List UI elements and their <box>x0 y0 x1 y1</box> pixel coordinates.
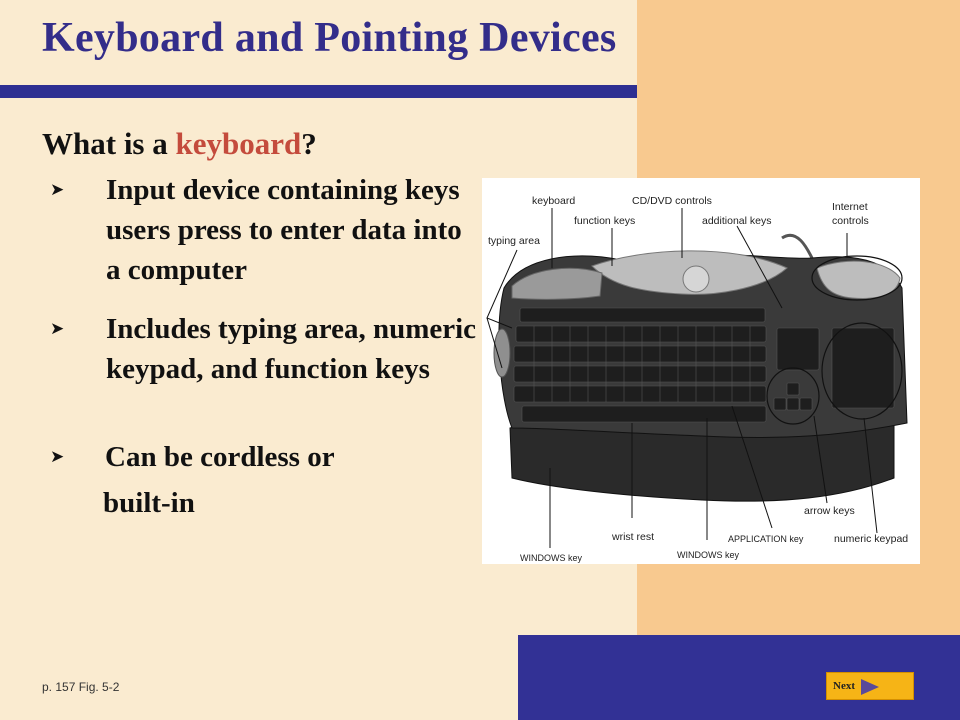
label-typing-area: typing area <box>488 235 540 247</box>
cd-dvd-dial <box>683 266 709 292</box>
title-underline-bar <box>0 85 637 98</box>
label-internet-controls-1: Internet <box>832 201 868 213</box>
label-wrist-rest: wrist rest <box>612 531 654 543</box>
arrow-bullet-icon: ➤ <box>50 180 65 200</box>
label-cd-dvd-controls: CD/DVD controls <box>632 195 712 207</box>
bullet-item <box>50 170 480 290</box>
bullet-text-continuation: built-in <box>103 487 195 519</box>
next-arrow-icon <box>859 676 881 698</box>
question-prefix: What is a <box>42 126 176 161</box>
bullet-item <box>50 437 480 523</box>
pointing-wheel <box>494 329 510 377</box>
bullet-text: Can be cordless or <box>105 441 335 473</box>
bullet-item <box>50 309 480 389</box>
question-heading <box>42 126 317 162</box>
label-application-key: APPLICATION key <box>728 534 804 544</box>
label-arrow-keys: arrow keys <box>804 505 855 517</box>
numeric-keypad-keys <box>832 328 894 408</box>
question-suffix: ? <box>301 126 317 161</box>
label-function-keys: function keys <box>574 215 636 227</box>
keyword-highlight: keyboard <box>175 126 302 161</box>
next-button[interactable] <box>826 672 914 700</box>
slide-title: Keyboard and Pointing Devices <box>42 15 617 61</box>
label-numeric-keypad: numeric keypad <box>834 533 909 545</box>
label-additional-keys: additional keys <box>702 215 772 227</box>
arrow-bullet-icon: ➤ <box>50 319 65 339</box>
keyboard-illustration <box>482 178 920 564</box>
bullet-text: Includes typing area, numeric keypad, and function keys <box>106 313 477 385</box>
bullet-text: Input device containing keys users press to enter data into a computer <box>106 174 462 286</box>
figure-caption: p. 157 Fig. 5-2 <box>42 680 120 694</box>
keyboard-figure <box>482 178 920 564</box>
next-button-label: Next <box>833 680 855 692</box>
label-windows-key-left: WINDOWS key <box>520 553 582 563</box>
label-windows-key-right: WINDOWS key <box>677 550 739 560</box>
arrow-bullet-icon: ➤ <box>50 447 65 467</box>
label-internet-controls-2: controls <box>832 215 869 227</box>
label-keyboard: keyboard <box>532 195 576 207</box>
